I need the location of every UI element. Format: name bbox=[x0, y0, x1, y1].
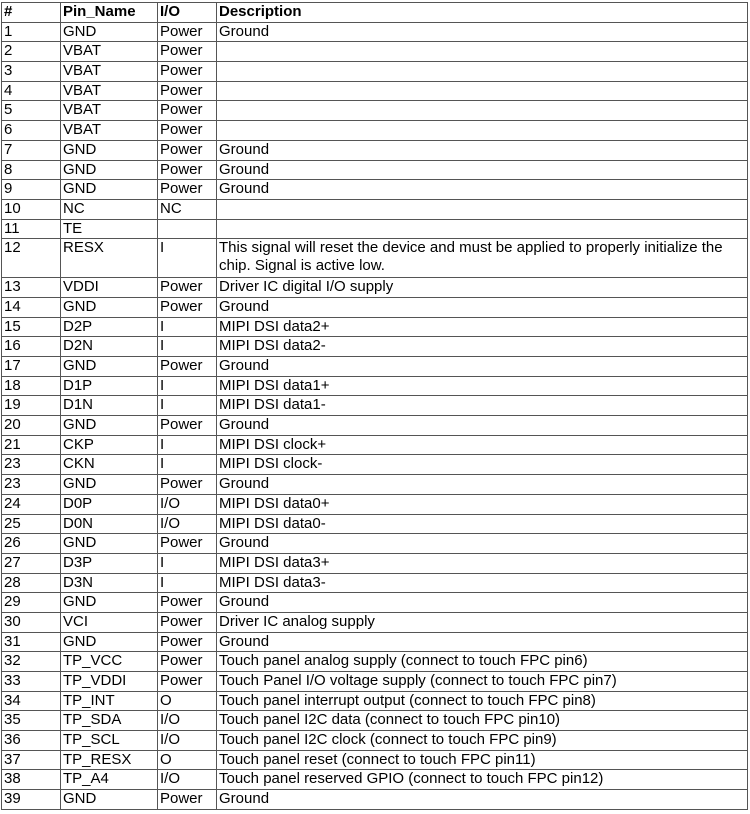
description-cell: Ground bbox=[217, 22, 748, 42]
pin-name-cell: VBAT bbox=[61, 121, 158, 141]
description-cell bbox=[217, 81, 748, 101]
io-cell: Power bbox=[158, 160, 217, 180]
pin-name-cell: D1P bbox=[61, 376, 158, 396]
description-cell: Ground bbox=[217, 534, 748, 554]
io-cell: Power bbox=[158, 632, 217, 652]
table-row bbox=[2, 317, 748, 337]
table-row bbox=[2, 337, 748, 357]
pin-name-cell: D0N bbox=[61, 514, 158, 534]
description-cell: This signal will reset the device and must be applied to properly initialize the chip. Signal is active low. bbox=[217, 239, 748, 278]
pin-name-cell: GND bbox=[61, 593, 158, 613]
pin-number-cell: 39 bbox=[2, 790, 61, 810]
table-row bbox=[2, 297, 748, 317]
description-cell: Ground bbox=[217, 140, 748, 160]
io-cell: Power bbox=[158, 101, 217, 121]
description-cell: Ground bbox=[217, 180, 748, 200]
table-row bbox=[2, 62, 748, 82]
io-cell bbox=[158, 219, 217, 239]
pin-name-cell: TP_INT bbox=[61, 691, 158, 711]
pin-number-cell: 36 bbox=[2, 731, 61, 751]
pin-name-cell: GND bbox=[61, 297, 158, 317]
pin-name-cell: NC bbox=[61, 199, 158, 219]
table-row bbox=[2, 593, 748, 613]
table-row bbox=[2, 494, 748, 514]
pin-name-cell: TE bbox=[61, 219, 158, 239]
io-cell: I bbox=[158, 573, 217, 593]
table-row bbox=[2, 180, 748, 200]
io-cell: Power bbox=[158, 62, 217, 82]
pin-number-cell: 9 bbox=[2, 180, 61, 200]
table-body bbox=[2, 22, 748, 809]
io-cell: Power bbox=[158, 121, 217, 141]
table-row bbox=[2, 140, 748, 160]
pin-number-cell: 35 bbox=[2, 711, 61, 731]
description-cell: MIPI DSI clock+ bbox=[217, 435, 748, 455]
pin-number-cell: 8 bbox=[2, 160, 61, 180]
description-cell: Touch panel analog supply (connect to touch FPC pin6) bbox=[217, 652, 748, 672]
table-row bbox=[2, 121, 748, 141]
pin-number-cell: 25 bbox=[2, 514, 61, 534]
pin-number-cell: 27 bbox=[2, 553, 61, 573]
pin-number-cell: 32 bbox=[2, 652, 61, 672]
header-row bbox=[2, 3, 748, 23]
table-row bbox=[2, 42, 748, 62]
pin-name-cell: CKP bbox=[61, 435, 158, 455]
pin-number-cell: 18 bbox=[2, 376, 61, 396]
table-row bbox=[2, 239, 748, 278]
pin-number-cell: 1 bbox=[2, 22, 61, 42]
pin-number-cell: 20 bbox=[2, 416, 61, 436]
table-row bbox=[2, 553, 748, 573]
pin-number-cell: 6 bbox=[2, 121, 61, 141]
pin-number-cell: 28 bbox=[2, 573, 61, 593]
table-row bbox=[2, 514, 748, 534]
pin-number-cell: 19 bbox=[2, 396, 61, 416]
io-cell: NC bbox=[158, 199, 217, 219]
table-row bbox=[2, 534, 748, 554]
io-cell: I bbox=[158, 337, 217, 357]
table-row bbox=[2, 750, 748, 770]
description-cell: Touch panel reset (connect to touch FPC pin11) bbox=[217, 750, 748, 770]
pin-number-cell: 2 bbox=[2, 42, 61, 62]
pin-name-cell: GND bbox=[61, 357, 158, 377]
pin-number-cell: 7 bbox=[2, 140, 61, 160]
description-cell: Driver IC analog supply bbox=[217, 612, 748, 632]
pin-name-cell: D2P bbox=[61, 317, 158, 337]
description-cell: Ground bbox=[217, 297, 748, 317]
table-row bbox=[2, 81, 748, 101]
pin-number-cell: 38 bbox=[2, 770, 61, 790]
table-row bbox=[2, 376, 748, 396]
table-row bbox=[2, 219, 748, 239]
table-row bbox=[2, 22, 748, 42]
table-row bbox=[2, 691, 748, 711]
description-cell: Ground bbox=[217, 160, 748, 180]
pin-number-cell: 13 bbox=[2, 278, 61, 298]
description-cell bbox=[217, 121, 748, 141]
io-cell: I bbox=[158, 455, 217, 475]
pin-number-cell: 29 bbox=[2, 593, 61, 613]
pin-name-cell: D0P bbox=[61, 494, 158, 514]
pin-name-cell: RESX bbox=[61, 239, 158, 278]
pin-name-cell: GND bbox=[61, 416, 158, 436]
pin-name-cell: VCI bbox=[61, 612, 158, 632]
pin-name-cell: VBAT bbox=[61, 81, 158, 101]
io-cell: I bbox=[158, 435, 217, 455]
pin-name-cell: GND bbox=[61, 475, 158, 495]
pin-name-cell: TP_SCL bbox=[61, 731, 158, 751]
table-row bbox=[2, 672, 748, 692]
description-cell: Ground bbox=[217, 632, 748, 652]
pin-name-cell: TP_RESX bbox=[61, 750, 158, 770]
io-cell: O bbox=[158, 750, 217, 770]
pin-number-cell: 33 bbox=[2, 672, 61, 692]
io-cell: Power bbox=[158, 612, 217, 632]
pin-name-cell: VBAT bbox=[61, 62, 158, 82]
io-cell: I/O bbox=[158, 770, 217, 790]
pin-number-cell: 26 bbox=[2, 534, 61, 554]
table-row bbox=[2, 652, 748, 672]
table-row bbox=[2, 435, 748, 455]
description-cell: Touch panel I2C data (connect to touch FPC pin10) bbox=[217, 711, 748, 731]
pin-name-cell: VDDI bbox=[61, 278, 158, 298]
io-cell: Power bbox=[158, 42, 217, 62]
io-cell: Power bbox=[158, 652, 217, 672]
table-row bbox=[2, 790, 748, 810]
pin-number-cell: 10 bbox=[2, 199, 61, 219]
header-io: I/O bbox=[158, 3, 217, 23]
io-cell: I/O bbox=[158, 514, 217, 534]
table-row bbox=[2, 475, 748, 495]
pin-name-cell: GND bbox=[61, 534, 158, 554]
io-cell: Power bbox=[158, 593, 217, 613]
table-row bbox=[2, 632, 748, 652]
io-cell: Power bbox=[158, 140, 217, 160]
io-cell: Power bbox=[158, 672, 217, 692]
pin-name-cell: GND bbox=[61, 632, 158, 652]
header-description: Description bbox=[217, 3, 748, 23]
description-cell: Ground bbox=[217, 416, 748, 436]
description-cell: Touch panel I2C clock (connect to touch FPC pin9) bbox=[217, 731, 748, 751]
pin-name-cell: VBAT bbox=[61, 101, 158, 121]
pin-table bbox=[1, 2, 748, 810]
table-row bbox=[2, 199, 748, 219]
io-cell: I/O bbox=[158, 731, 217, 751]
description-cell: MIPI DSI data0- bbox=[217, 514, 748, 534]
pin-number-cell: 14 bbox=[2, 297, 61, 317]
description-cell bbox=[217, 42, 748, 62]
pin-number-cell: 4 bbox=[2, 81, 61, 101]
table-row bbox=[2, 455, 748, 475]
table-row bbox=[2, 573, 748, 593]
pin-number-cell: 12 bbox=[2, 239, 61, 278]
io-cell: Power bbox=[158, 22, 217, 42]
io-cell: O bbox=[158, 691, 217, 711]
description-cell: MIPI DSI data2+ bbox=[217, 317, 748, 337]
pin-number-cell: 15 bbox=[2, 317, 61, 337]
pin-name-cell: TP_SDA bbox=[61, 711, 158, 731]
pin-number-cell: 21 bbox=[2, 435, 61, 455]
io-cell: Power bbox=[158, 297, 217, 317]
pin-number-cell: 3 bbox=[2, 62, 61, 82]
io-cell: I bbox=[158, 317, 217, 337]
header-number: # bbox=[2, 3, 61, 23]
io-cell: I bbox=[158, 553, 217, 573]
pin-number-cell: 37 bbox=[2, 750, 61, 770]
description-cell: MIPI DSI data2- bbox=[217, 337, 748, 357]
table-row bbox=[2, 731, 748, 751]
pin-number-cell: 23 bbox=[2, 475, 61, 495]
description-cell: Ground bbox=[217, 357, 748, 377]
table-row bbox=[2, 160, 748, 180]
pin-name-cell: GND bbox=[61, 22, 158, 42]
io-cell: Power bbox=[158, 475, 217, 495]
pin-number-cell: 23 bbox=[2, 455, 61, 475]
description-cell: Ground bbox=[217, 593, 748, 613]
table-row bbox=[2, 278, 748, 298]
description-cell: Ground bbox=[217, 790, 748, 810]
table-row bbox=[2, 711, 748, 731]
io-cell: I bbox=[158, 376, 217, 396]
table-row bbox=[2, 770, 748, 790]
description-cell: MIPI DSI data3+ bbox=[217, 553, 748, 573]
pin-number-cell: 31 bbox=[2, 632, 61, 652]
io-cell: Power bbox=[158, 81, 217, 101]
pin-name-cell: D2N bbox=[61, 337, 158, 357]
pin-name-cell: GND bbox=[61, 160, 158, 180]
pin-name-cell: D3P bbox=[61, 553, 158, 573]
pin-number-cell: 5 bbox=[2, 101, 61, 121]
table-row bbox=[2, 101, 748, 121]
description-cell bbox=[217, 199, 748, 219]
pin-name-cell: TP_VDDI bbox=[61, 672, 158, 692]
description-cell: MIPI DSI clock- bbox=[217, 455, 748, 475]
description-cell: MIPI DSI data1+ bbox=[217, 376, 748, 396]
pin-number-cell: 34 bbox=[2, 691, 61, 711]
io-cell: I/O bbox=[158, 494, 217, 514]
pin-number-cell: 30 bbox=[2, 612, 61, 632]
description-cell bbox=[217, 219, 748, 239]
pin-name-cell: VBAT bbox=[61, 42, 158, 62]
io-cell: I bbox=[158, 239, 217, 278]
io-cell: Power bbox=[158, 180, 217, 200]
description-cell bbox=[217, 62, 748, 82]
io-cell: I/O bbox=[158, 711, 217, 731]
pin-number-cell: 17 bbox=[2, 357, 61, 377]
pin-name-cell: GND bbox=[61, 180, 158, 200]
description-cell: MIPI DSI data3- bbox=[217, 573, 748, 593]
io-cell: Power bbox=[158, 357, 217, 377]
pin-name-cell: GND bbox=[61, 790, 158, 810]
table-row bbox=[2, 612, 748, 632]
table-row bbox=[2, 416, 748, 436]
description-cell: Touch panel interrupt output (connect to touch FPC pin8) bbox=[217, 691, 748, 711]
description-cell: Touch Panel I/O voltage supply (connect to touch FPC pin7) bbox=[217, 672, 748, 692]
header-pin-name: Pin_Name bbox=[61, 3, 158, 23]
io-cell: I bbox=[158, 396, 217, 416]
io-cell: Power bbox=[158, 416, 217, 436]
pin-number-cell: 24 bbox=[2, 494, 61, 514]
description-cell: Ground bbox=[217, 475, 748, 495]
io-cell: Power bbox=[158, 534, 217, 554]
description-cell: MIPI DSI data1- bbox=[217, 396, 748, 416]
io-cell: Power bbox=[158, 790, 217, 810]
description-cell: MIPI DSI data0+ bbox=[217, 494, 748, 514]
io-cell: Power bbox=[158, 278, 217, 298]
description-cell bbox=[217, 101, 748, 121]
description-cell: Driver IC digital I/O supply bbox=[217, 278, 748, 298]
description-cell: Touch panel reserved GPIO (connect to touch FPC pin12) bbox=[217, 770, 748, 790]
pin-number-cell: 11 bbox=[2, 219, 61, 239]
pin-name-cell: TP_VCC bbox=[61, 652, 158, 672]
pin-name-cell: D1N bbox=[61, 396, 158, 416]
pin-name-cell: D3N bbox=[61, 573, 158, 593]
pin-name-cell: TP_A4 bbox=[61, 770, 158, 790]
pin-number-cell: 16 bbox=[2, 337, 61, 357]
pin-name-cell: CKN bbox=[61, 455, 158, 475]
pin-name-cell: GND bbox=[61, 140, 158, 160]
table-row bbox=[2, 357, 748, 377]
table-row bbox=[2, 396, 748, 416]
